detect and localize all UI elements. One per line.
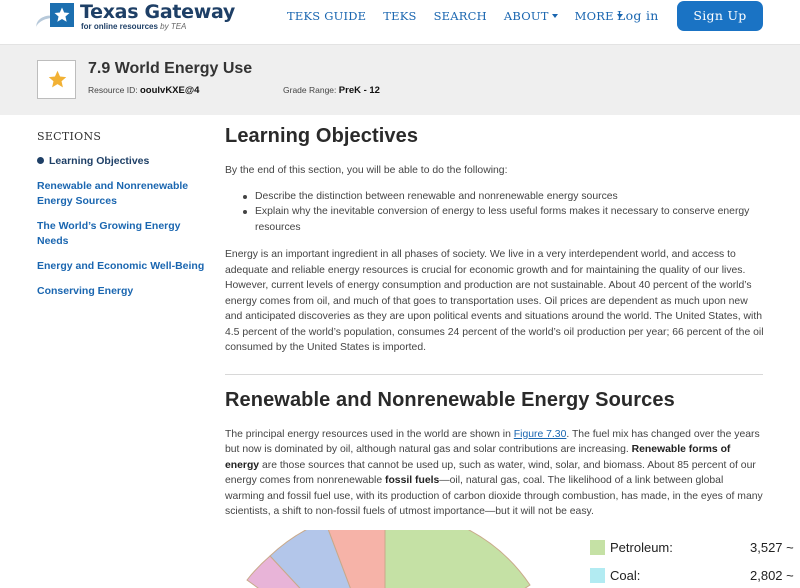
- resource-id: Resource ID: ooulvKXE@4: [88, 85, 200, 96]
- learning-objectives-heading: Learning Objectives: [225, 125, 419, 147]
- nav-more[interactable]: [575, 9, 623, 23]
- legend-label: Coal:: [610, 568, 641, 583]
- renewable-heading: Renewable and Nonrenewable Energy Sources: [225, 388, 675, 411]
- resource-title: 7.9 World Energy Use: [88, 60, 253, 77]
- renewable-paragraph: The principal energy resources used in the world are shown in Figure 7.30. The fuel mix has changed over the years but now is dominated by oil, although natural gas and solar contributions are increasing. Renewable forms of energy are those sources that cannot be used up, such as water, wind, solar, and biomass. About 85 percent of our energy comes from nonrenewable fossil fuels—oil, natural gas, coal. The likelihood of a link between global warming and fossil fuel use, with its production of carbon dioxide through combustion, has made, in the eyes of many scientists, a shift to non-fossil fuels of utmost importance—but it will not be easy.: [225, 428, 763, 517]
- legend-coal: [590, 568, 640, 583]
- legend-swatch: [590, 540, 605, 555]
- legend-swatch: [590, 568, 605, 583]
- legend-value: 3,527 ~: [750, 540, 794, 555]
- pie-slice-petroleum: [385, 530, 530, 588]
- nav-search[interactable]: SEARCH: [433, 9, 487, 23]
- sections-sidebar: [37, 130, 207, 309]
- grade-range: Grade Range: PreK - 12: [283, 85, 380, 96]
- star-icon: [47, 69, 68, 90]
- sidebar-item-renewable-sources[interactable]: Renewable and Nonrenewable Energy Sources: [37, 180, 189, 207]
- resource-header: [0, 44, 800, 115]
- chevron-down-icon: [552, 14, 558, 18]
- star-logo-icon: [50, 3, 74, 27]
- nav-teks[interactable]: TEKS: [383, 9, 417, 23]
- sidebar-item-economic-well-being[interactable]: Energy and Economic Well-Being: [37, 260, 205, 272]
- sidebar-item-conserving-energy[interactable]: Conserving Energy: [37, 285, 134, 297]
- login-link[interactable]: Log in: [617, 8, 659, 23]
- energy-paragraph: Energy is an important ingredient in all phases of society. We live in a very interdependent world, and access to adequate and reliable energy resources is crucial for economic growth and for maintaining the quality of our lives. However, current levels of energy consumption and production are not sustainable. About 40 percent of the world’s energy comes from oil, and much of that goes to transportation uses. Oil prices are dependent as much upon new and anticipated discoveries as they are upon political events and situations around the world. The United States, with 4.5 percent of the world’s population, consumes 24 percent of the world’s oil production per year; 66 percent of the oil consumed by the United States is imported.: [225, 249, 764, 353]
- energy-figure: [225, 530, 800, 588]
- legend-label: Petroleum:: [610, 540, 673, 555]
- nav-about[interactable]: [504, 9, 558, 23]
- nav-more-label: MORE: [574, 9, 614, 23]
- figure-link[interactable]: Figure 7.30: [513, 428, 567, 440]
- top-navigation: [0, 0, 800, 44]
- signup-button[interactable]: Sign Up: [677, 1, 763, 31]
- sidebar-item-growing-energy-needs[interactable]: The World’s Growing Energy Needs: [37, 220, 181, 247]
- objectives-list: [243, 189, 765, 236]
- pie-chart: [225, 530, 555, 588]
- legend-value: 2,802 ~: [750, 568, 794, 583]
- legend-petroleum: [590, 540, 673, 555]
- favorite-button[interactable]: [37, 60, 76, 99]
- objectives-intro: By the end of this section, you will be able to do the following:: [225, 165, 508, 176]
- texas-gateway-logo[interactable]: [50, 1, 235, 32]
- nav-about-label: ABOUT: [503, 9, 549, 23]
- list-item: Describe the distinction between renewable and nonrenewable energy sources: [243, 189, 765, 205]
- logo-subtitle: for online resources by TEA: [81, 22, 187, 31]
- main-content: [225, 125, 765, 520]
- primary-nav: [287, 9, 640, 23]
- logo-title: Texas Gateway: [80, 1, 235, 23]
- active-dot-icon: [37, 157, 44, 164]
- list-item: Explain why the inevitable conversion of energy to less useful forms makes it necessary to conserve energy resources: [243, 204, 765, 235]
- nav-teks-guide[interactable]: TEKS GUIDE: [287, 9, 367, 23]
- sidebar-item-learning-objectives[interactable]: Learning Objectives: [37, 154, 207, 169]
- sections-heading: SECTIONS: [37, 130, 102, 143]
- section-divider: [225, 374, 763, 375]
